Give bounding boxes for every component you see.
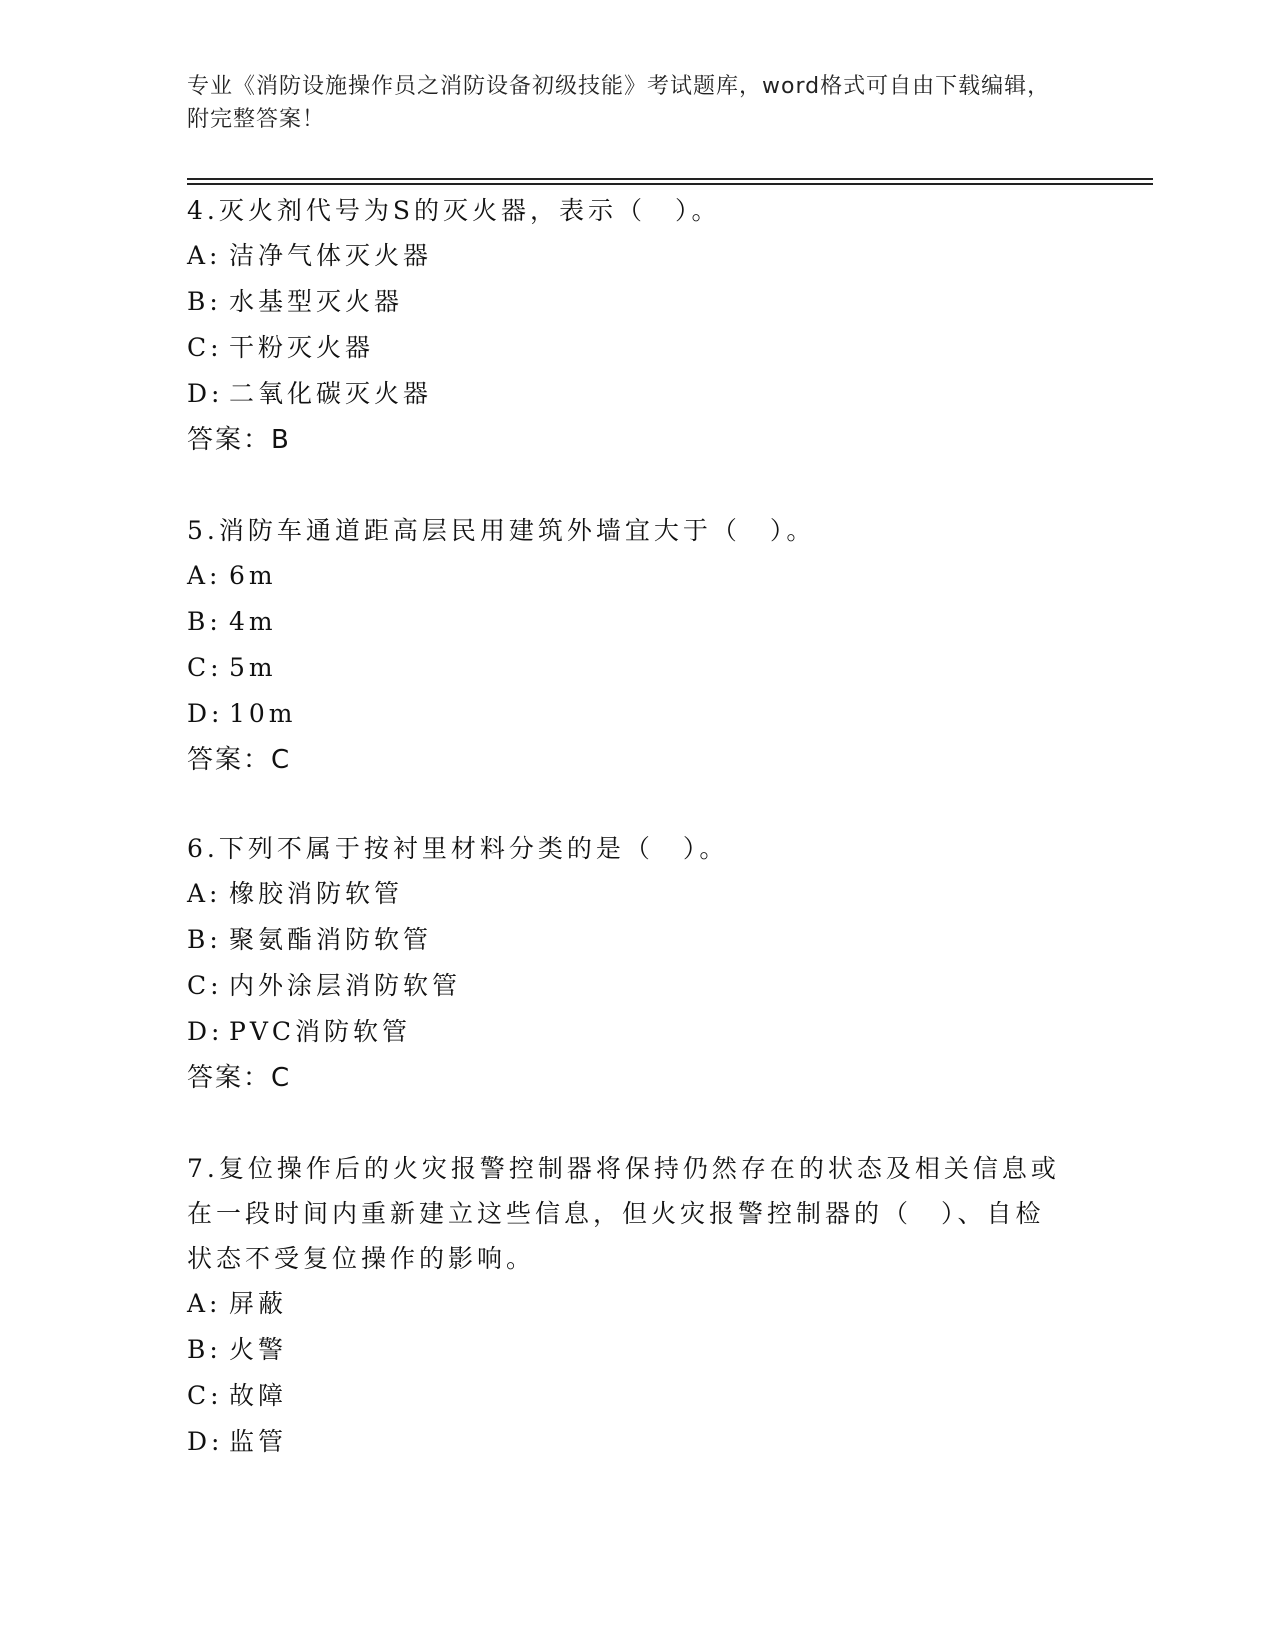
option-text: 屏蔽 (229, 1289, 288, 1318)
option-a (187, 233, 1067, 279)
option-key: B: (187, 1335, 222, 1364)
option-text: 10m (229, 699, 297, 728)
option-a (187, 553, 1067, 599)
option-key: D: (187, 379, 224, 408)
option-text: 内外涂层消防软管 (229, 971, 462, 1000)
option-key: D: (187, 699, 224, 728)
option-text: 火警 (229, 1335, 288, 1364)
option-key: B: (187, 607, 222, 636)
option-key: A: (187, 1289, 222, 1318)
option-key: C: (187, 333, 223, 362)
question-6 (187, 826, 1067, 1101)
option-key: A: (187, 561, 222, 590)
option-text: 6m (229, 561, 277, 590)
option-key: B: (187, 287, 222, 316)
option-text: 橡胶消防软管 (229, 879, 404, 908)
option-text: 4m (229, 607, 277, 636)
option-a (187, 871, 1067, 917)
option-d (187, 371, 1067, 417)
question-stem: 4.灭火剂代号为S的灭火器，表示（ ）。 (187, 196, 721, 225)
option-c (187, 325, 1067, 371)
question-4 (187, 188, 1067, 463)
option-a (187, 1281, 1067, 1327)
option-text: 干粉灭火器 (229, 333, 375, 362)
option-key: C: (187, 1381, 223, 1410)
option-key: C: (187, 653, 223, 682)
option-text: 聚氨酯消防软管 (229, 925, 433, 954)
question-stem: 6.下列不属于按衬里材料分类的是（ ）。 (187, 834, 729, 863)
option-text: 二氧化碳灭火器 (229, 379, 433, 408)
answer-line: 答案：C (187, 745, 292, 775)
option-key: A: (187, 879, 222, 908)
header-divider-top (187, 178, 1153, 180)
answer-line: 答案：C (187, 1063, 292, 1093)
option-key: D: (187, 1017, 224, 1046)
option-c (187, 1373, 1067, 1419)
option-d (187, 1009, 1067, 1055)
option-d (187, 691, 1067, 737)
option-text: 5m (229, 653, 277, 682)
question-5 (187, 508, 1067, 783)
option-text: PVC消防软管 (229, 1017, 412, 1046)
option-d (187, 1419, 1067, 1465)
header-divider-bottom (187, 183, 1153, 185)
option-text: 洁净气体灭火器 (229, 241, 433, 270)
question-stem: 5.消防车通道距高层民用建筑外墙宜大于（ ）。 (187, 516, 816, 545)
option-b (187, 279, 1067, 325)
option-b (187, 599, 1067, 645)
option-key: C: (187, 971, 223, 1000)
question-7 (187, 1146, 1067, 1465)
option-c (187, 963, 1067, 1009)
document-header: 专业《消防设施操作员之消防设备初级技能》考试题库，word格式可自由下载编辑，附完整答案！ (187, 74, 1051, 132)
option-c (187, 645, 1067, 691)
answer-line: 答案：B (187, 425, 291, 455)
option-text: 故障 (229, 1381, 288, 1410)
option-key: D: (187, 1427, 224, 1456)
option-b (187, 1327, 1067, 1373)
option-key: A: (187, 241, 222, 270)
option-key: B: (187, 925, 222, 954)
question-stem: 7.复位操作后的火灾报警控制器将保持仍然存在的状态及相关信息或在一段时间内重新建立这些信息，但火灾报警控制器的（ ）、自检状态不受复位操作的影响。 (187, 1154, 1060, 1273)
option-text: 监管 (229, 1427, 288, 1456)
option-b (187, 917, 1067, 963)
option-text: 水基型灭火器 (229, 287, 404, 316)
